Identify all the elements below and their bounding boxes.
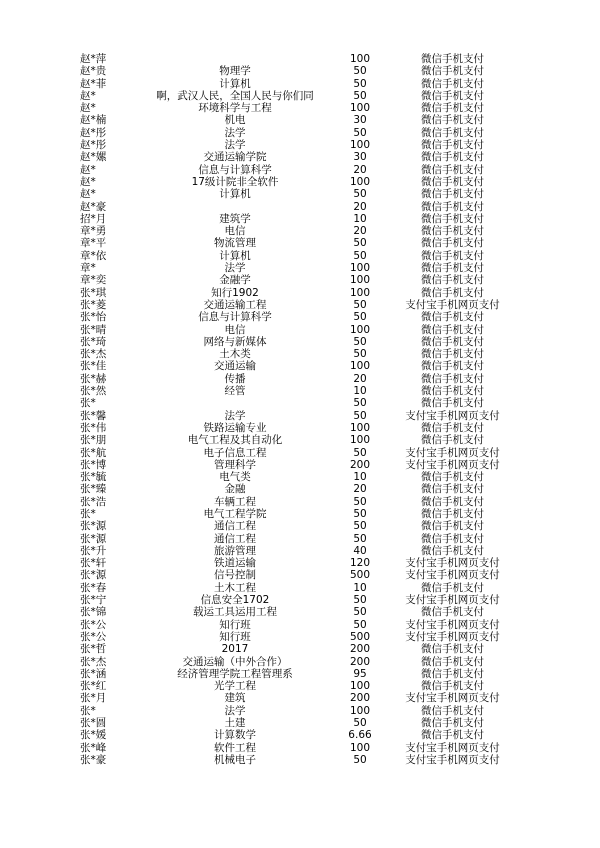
payment-method-cell: 支付宝手机网页支付 (405, 630, 500, 643)
amount-cell: 50 (353, 298, 367, 311)
payment-method-cell: 微信手机支付 (421, 335, 484, 348)
donor-name-cell: 张*公 (80, 630, 107, 643)
table-row (80, 237, 520, 249)
department-cell: 通信工程 (214, 532, 256, 545)
donation-table (80, 53, 520, 766)
payment-method-cell: 微信手机支付 (421, 655, 484, 668)
table-row (80, 533, 520, 545)
department-cell: 信息与计算科学 (198, 163, 272, 176)
payment-method-cell: 微信手机支付 (421, 89, 484, 102)
payment-method-cell: 微信手机支付 (421, 212, 484, 225)
department-cell: 旅游管理 (214, 544, 256, 557)
donor-name-cell: 赵* (80, 175, 96, 188)
donor-name-cell: 张*然 (80, 385, 107, 398)
donor-name-cell: 张*毓 (80, 471, 107, 484)
department-cell: 电信 (224, 225, 246, 238)
donor-name-cell: 张*宁 (80, 594, 107, 607)
payment-method-cell: 微信手机支付 (421, 360, 484, 373)
donor-name-cell: 章*奕 (80, 274, 107, 287)
department-cell: 环境科学与工程 (198, 102, 272, 115)
department-cell: 17级计院非全软件 (191, 175, 279, 188)
department-cell (135, 201, 335, 213)
amount-cell: 100 (349, 102, 371, 115)
department-cell: 铁道运输 (214, 557, 256, 570)
table-row (80, 656, 520, 668)
payment-method-cell: 微信手机支付 (421, 643, 484, 656)
table-row (80, 631, 520, 643)
table-row (80, 78, 520, 90)
donor-name-cell: 张*浩 (80, 495, 107, 508)
table-row (80, 410, 520, 422)
amount-cell: 100 (349, 434, 371, 447)
department-cell: 知行1902 (211, 286, 259, 299)
donor-name-cell: 赵* (80, 188, 96, 201)
donor-name-cell: 章*平 (80, 237, 107, 250)
department-cell: 铁路运输专业 (203, 421, 267, 434)
department-cell: 法学 (224, 409, 246, 422)
department-cell: 机械电子 (214, 753, 256, 766)
payment-method-cell: 微信手机支付 (421, 606, 484, 619)
donor-name-cell: 赵*嫘 (80, 151, 107, 164)
donor-name-cell: 张*锦 (80, 606, 107, 619)
amount-cell: 50 (353, 753, 367, 766)
donor-name-cell: 张* (80, 507, 96, 520)
table-row (80, 348, 520, 360)
payment-method-cell: 微信手机支付 (421, 495, 484, 508)
donor-name-cell: 张*伟 (80, 421, 107, 434)
table-row (80, 422, 520, 434)
department-cell: 信息安全1702 (200, 594, 270, 607)
table-row (80, 619, 520, 631)
payment-method-cell: 微信手机支付 (421, 507, 484, 520)
payment-method-cell: 微信手机支付 (421, 421, 484, 434)
table-row (80, 569, 520, 581)
table-row (80, 385, 520, 397)
department-cell: 土建 (224, 717, 246, 730)
department-cell: 交通运输工程 (203, 298, 267, 311)
payment-method-cell: 微信手机支付 (421, 188, 484, 201)
table-row (80, 680, 520, 692)
donor-name-cell: 张*涵 (80, 667, 107, 680)
amount-cell: 20 (353, 225, 367, 238)
payment-method-cell: 支付宝手机网页支付 (405, 753, 500, 766)
payment-method-cell: 微信手机支付 (421, 126, 484, 139)
amount-cell: 200 (349, 692, 371, 705)
donor-name-cell: 赵* (80, 89, 96, 102)
department-cell: 物流管理 (214, 237, 256, 250)
table-row (80, 188, 520, 200)
department-cell: 法学 (224, 126, 246, 139)
amount-cell: 50 (353, 606, 367, 619)
table-row (80, 668, 520, 680)
donor-name-cell: 章*勇 (80, 225, 107, 238)
amount-cell: 10 (353, 471, 367, 484)
donor-name-cell: 张*公 (80, 618, 107, 631)
table-row (80, 459, 520, 471)
amount-cell: 100 (349, 421, 371, 434)
table-row (80, 705, 520, 717)
amount-cell: 50 (353, 335, 367, 348)
table-row (80, 729, 520, 741)
amount-cell: 50 (353, 237, 367, 250)
payment-method-cell: 微信手机支付 (421, 200, 484, 213)
payment-method-cell: 微信手机支付 (421, 102, 484, 115)
table-row (80, 742, 520, 754)
amount-cell: 100 (349, 139, 371, 152)
donor-name-cell: 张*杰 (80, 348, 107, 361)
donor-name-cell: 张*琪 (80, 286, 107, 299)
department-cell: 管理科学 (214, 458, 256, 471)
payment-method-cell: 微信手机支付 (421, 237, 484, 250)
amount-cell: 50 (353, 532, 367, 545)
department-cell: 软件工程 (214, 741, 256, 754)
table-row (80, 496, 520, 508)
department-cell: 啊，武汉人民，全国人民与你们同 (156, 89, 314, 102)
department-cell: 计算机 (219, 77, 251, 90)
amount-cell: 500 (349, 569, 371, 582)
donor-name-cell: 赵*豪 (80, 200, 107, 213)
payment-method-cell: 微信手机支付 (421, 262, 484, 275)
amount-cell: 50 (353, 520, 367, 533)
donor-name-cell: 章*依 (80, 249, 107, 262)
amount-cell: 100 (349, 53, 371, 65)
amount-cell: 50 (353, 311, 367, 324)
amount-cell: 100 (349, 741, 371, 754)
department-cell: 法学 (224, 262, 246, 275)
donor-name-cell: 张*琦 (80, 335, 107, 348)
department-cell: 车辆工程 (214, 495, 256, 508)
payment-method-cell: 微信手机支付 (421, 65, 484, 78)
donor-name-cell: 张*春 (80, 581, 107, 594)
amount-cell: 10 (353, 385, 367, 398)
department-cell: 光学工程 (214, 680, 256, 693)
department-cell: 2017 (221, 643, 249, 656)
table-row (80, 164, 520, 176)
donor-name-cell: 张*源 (80, 569, 107, 582)
amount-cell: 50 (353, 126, 367, 139)
amount-cell: 50 (353, 397, 367, 410)
department-cell (135, 397, 335, 409)
department-cell: 经管 (224, 385, 246, 398)
amount-cell: 50 (353, 507, 367, 520)
department-cell: 机电 (224, 114, 246, 127)
payment-method-cell: 微信手机支付 (421, 114, 484, 127)
payment-method-cell: 微信手机支付 (421, 139, 484, 152)
amount-cell: 50 (353, 409, 367, 422)
table-row (80, 213, 520, 225)
payment-method-cell: 微信手机支付 (421, 520, 484, 533)
amount-cell: 200 (349, 643, 371, 656)
payment-method-cell: 支付宝手机网页支付 (405, 594, 500, 607)
payment-method-cell: 微信手机支付 (421, 348, 484, 361)
amount-cell: 95 (353, 667, 367, 680)
payment-method-cell: 支付宝手机网页支付 (405, 298, 500, 311)
payment-method-cell: 微信手机支付 (421, 667, 484, 680)
donor-name-cell: 张*航 (80, 446, 107, 459)
payment-method-cell: 支付宝手机网页支付 (405, 458, 500, 471)
amount-cell: 100 (349, 175, 371, 188)
donor-name-cell: 张*晴 (80, 323, 107, 336)
table-row (80, 336, 520, 348)
department-cell: 金融学 (219, 274, 251, 287)
department-cell: 通信工程 (214, 520, 256, 533)
amount-cell: 120 (349, 557, 371, 570)
table-body (80, 53, 520, 766)
table-row (80, 447, 520, 459)
donor-name-cell: 章* (80, 262, 96, 275)
amount-cell: 200 (349, 655, 371, 668)
amount-cell: 20 (353, 483, 367, 496)
payment-method-cell: 微信手机支付 (421, 249, 484, 262)
amount-cell: 20 (353, 200, 367, 213)
table-row (80, 373, 520, 385)
department-cell: 交通运输学院 (203, 151, 267, 164)
payment-method-cell: 微信手机支付 (421, 581, 484, 594)
department-cell: 载运工具运用工程 (193, 606, 277, 619)
amount-cell: 10 (353, 212, 367, 225)
payment-method-cell: 支付宝手机网页支付 (405, 569, 500, 582)
table-row (80, 176, 520, 188)
payment-method-cell: 微信手机支付 (421, 151, 484, 164)
amount-cell: 100 (349, 704, 371, 717)
table-row (80, 692, 520, 704)
department-cell: 金融 (224, 483, 246, 496)
payment-method-cell: 微信手机支付 (421, 532, 484, 545)
donor-name-cell: 赵*彤 (80, 126, 107, 139)
department-cell: 计算机 (219, 188, 251, 201)
donor-name-cell: 赵*贵 (80, 65, 107, 78)
department-cell: 交通运输（中外合作） (182, 655, 288, 668)
payment-method-cell: 微信手机支付 (421, 434, 484, 447)
amount-cell: 100 (349, 262, 371, 275)
donor-name-cell: 赵* (80, 163, 96, 176)
payment-method-cell: 微信手机支付 (421, 77, 484, 90)
amount-cell: 40 (353, 544, 367, 557)
donor-name-cell: 招*月 (80, 212, 107, 225)
donor-name-cell: 张*臻 (80, 483, 107, 496)
table-row (80, 151, 520, 163)
table-row (80, 53, 520, 65)
department-cell: 网络与新媒体 (203, 335, 267, 348)
donor-name-cell: 张*红 (80, 680, 107, 693)
payment-method-cell: 支付宝手机网页支付 (405, 409, 500, 422)
table-row (80, 299, 520, 311)
department-cell (135, 53, 335, 65)
payment-method-cell: 微信手机支付 (421, 323, 484, 336)
table-row (80, 483, 520, 495)
department-cell: 电气工程及其自动化 (187, 434, 283, 447)
amount-cell: 6.66 (348, 729, 372, 742)
amount-cell: 30 (353, 114, 367, 127)
table-row (80, 754, 520, 766)
payment-method-cell: 支付宝手机网页支付 (405, 446, 500, 459)
donor-name-cell: 张*杰 (80, 655, 107, 668)
donor-name-cell: 张*赫 (80, 372, 107, 385)
donor-name-cell: 张* (80, 704, 96, 717)
table-row (80, 250, 520, 262)
donor-name-cell: 张*博 (80, 458, 107, 471)
department-cell: 信息与计算科学 (198, 311, 272, 324)
table-row (80, 90, 520, 102)
department-cell: 建筑 (224, 692, 246, 705)
payment-method-cell: 微信手机支付 (421, 544, 484, 557)
department-cell: 计算机 (219, 249, 251, 262)
donor-name-cell: 赵* (80, 102, 96, 115)
table-row (80, 594, 520, 606)
payment-method-cell: 微信手机支付 (421, 311, 484, 324)
payment-method-cell: 支付宝手机网页支付 (405, 741, 500, 754)
donor-name-cell: 赵*楠 (80, 114, 107, 127)
department-cell: 信号控制 (214, 569, 256, 582)
payment-method-cell: 微信手机支付 (421, 163, 484, 176)
payment-method-cell: 微信手机支付 (421, 471, 484, 484)
donor-name-cell: 张*源 (80, 532, 107, 545)
payment-method-cell: 微信手机支付 (421, 175, 484, 188)
amount-cell: 50 (353, 77, 367, 90)
donor-name-cell: 张*怡 (80, 311, 107, 324)
table-row (80, 434, 520, 446)
payment-method-cell: 支付宝手机网页支付 (405, 618, 500, 631)
donor-name-cell: 张*升 (80, 544, 107, 557)
amount-cell: 50 (353, 495, 367, 508)
donor-name-cell: 张*哲 (80, 643, 107, 656)
amount-cell: 200 (349, 458, 371, 471)
payment-method-cell: 支付宝手机网页支付 (405, 692, 500, 705)
department-cell: 电气工程学院 (203, 507, 267, 520)
table-row (80, 606, 520, 618)
donor-name-cell: 张*圆 (80, 717, 107, 730)
donor-name-cell: 张*菱 (80, 298, 107, 311)
department-cell: 土木工程 (214, 581, 256, 594)
table-row (80, 397, 520, 409)
payment-method-cell: 微信手机支付 (421, 385, 484, 398)
donor-name-cell: 张*豪 (80, 753, 107, 766)
table-row (80, 114, 520, 126)
department-cell: 知行班 (219, 630, 251, 643)
amount-cell: 10 (353, 581, 367, 594)
donor-name-cell: 张*媛 (80, 729, 107, 742)
donor-name-cell: 张*轩 (80, 557, 107, 570)
table-row (80, 127, 520, 139)
donor-name-cell: 张*月 (80, 692, 107, 705)
payment-method-cell: 微信手机支付 (421, 717, 484, 730)
amount-cell: 50 (353, 249, 367, 262)
payment-method-cell: 微信手机支付 (421, 225, 484, 238)
payment-method-cell: 微信手机支付 (421, 397, 484, 410)
table-row (80, 508, 520, 520)
table-row (80, 643, 520, 655)
amount-cell: 50 (353, 188, 367, 201)
payment-method-cell: 微信手机支付 (421, 53, 484, 65)
payment-method-cell: 微信手机支付 (421, 729, 484, 742)
amount-cell: 100 (349, 323, 371, 336)
donor-name-cell: 张* (80, 397, 96, 410)
amount-cell: 50 (353, 348, 367, 361)
amount-cell: 50 (353, 594, 367, 607)
table-row (80, 717, 520, 729)
department-cell: 物理学 (219, 65, 251, 78)
payment-method-cell: 微信手机支付 (421, 704, 484, 717)
table-row (80, 225, 520, 237)
amount-cell: 20 (353, 163, 367, 176)
donor-name-cell: 赵*菲 (80, 77, 107, 90)
payment-method-cell: 微信手机支付 (421, 372, 484, 385)
table-row (80, 311, 520, 323)
amount-cell: 20 (353, 372, 367, 385)
amount-cell: 30 (353, 151, 367, 164)
department-cell: 电信 (224, 323, 246, 336)
donor-name-cell: 张*馨 (80, 409, 107, 422)
amount-cell: 100 (349, 360, 371, 373)
donor-name-cell: 张*朋 (80, 434, 107, 447)
table-row (80, 287, 520, 299)
department-cell: 交通运输 (214, 360, 256, 373)
amount-cell: 100 (349, 680, 371, 693)
payment-method-cell: 微信手机支付 (421, 483, 484, 496)
donor-name-cell: 赵*彤 (80, 139, 107, 152)
table-row (80, 274, 520, 286)
table-row (80, 262, 520, 274)
payment-method-cell: 微信手机支付 (421, 680, 484, 693)
department-cell: 电子信息工程 (203, 446, 267, 459)
donor-name-cell: 张*峰 (80, 741, 107, 754)
amount-cell: 50 (353, 65, 367, 78)
department-cell: 电气类 (219, 471, 251, 484)
department-cell: 经济管理学院工程管理系 (177, 667, 293, 680)
payment-method-cell: 支付宝手机网页支付 (405, 557, 500, 570)
payment-method-cell: 微信手机支付 (421, 286, 484, 299)
amount-cell: 100 (349, 274, 371, 287)
table-row (80, 360, 520, 372)
department-cell: 计算数学 (214, 729, 256, 742)
table-row (80, 471, 520, 483)
table-row (80, 65, 520, 77)
amount-cell: 50 (353, 446, 367, 459)
table-row (80, 520, 520, 532)
table-row (80, 545, 520, 557)
department-cell: 土木类 (219, 348, 251, 361)
table-row (80, 139, 520, 151)
table-row (80, 324, 520, 336)
department-cell: 法学 (224, 139, 246, 152)
table-row (80, 582, 520, 594)
amount-cell: 500 (349, 630, 371, 643)
table-row (80, 557, 520, 569)
table-row (80, 201, 520, 213)
department-cell: 法学 (224, 704, 246, 717)
payment-method-cell: 微信手机支付 (421, 274, 484, 287)
table-row (80, 102, 520, 114)
donor-name-cell: 赵*萍 (80, 53, 107, 65)
amount-cell: 50 (353, 618, 367, 631)
amount-cell: 50 (353, 89, 367, 102)
department-cell: 知行班 (219, 618, 251, 631)
department-cell: 建筑学 (219, 212, 251, 225)
donor-name-cell: 张*源 (80, 520, 107, 533)
amount-cell: 50 (353, 717, 367, 730)
amount-cell: 100 (349, 286, 371, 299)
department-cell: 传播 (224, 372, 246, 385)
donor-name-cell: 张*佳 (80, 360, 107, 373)
